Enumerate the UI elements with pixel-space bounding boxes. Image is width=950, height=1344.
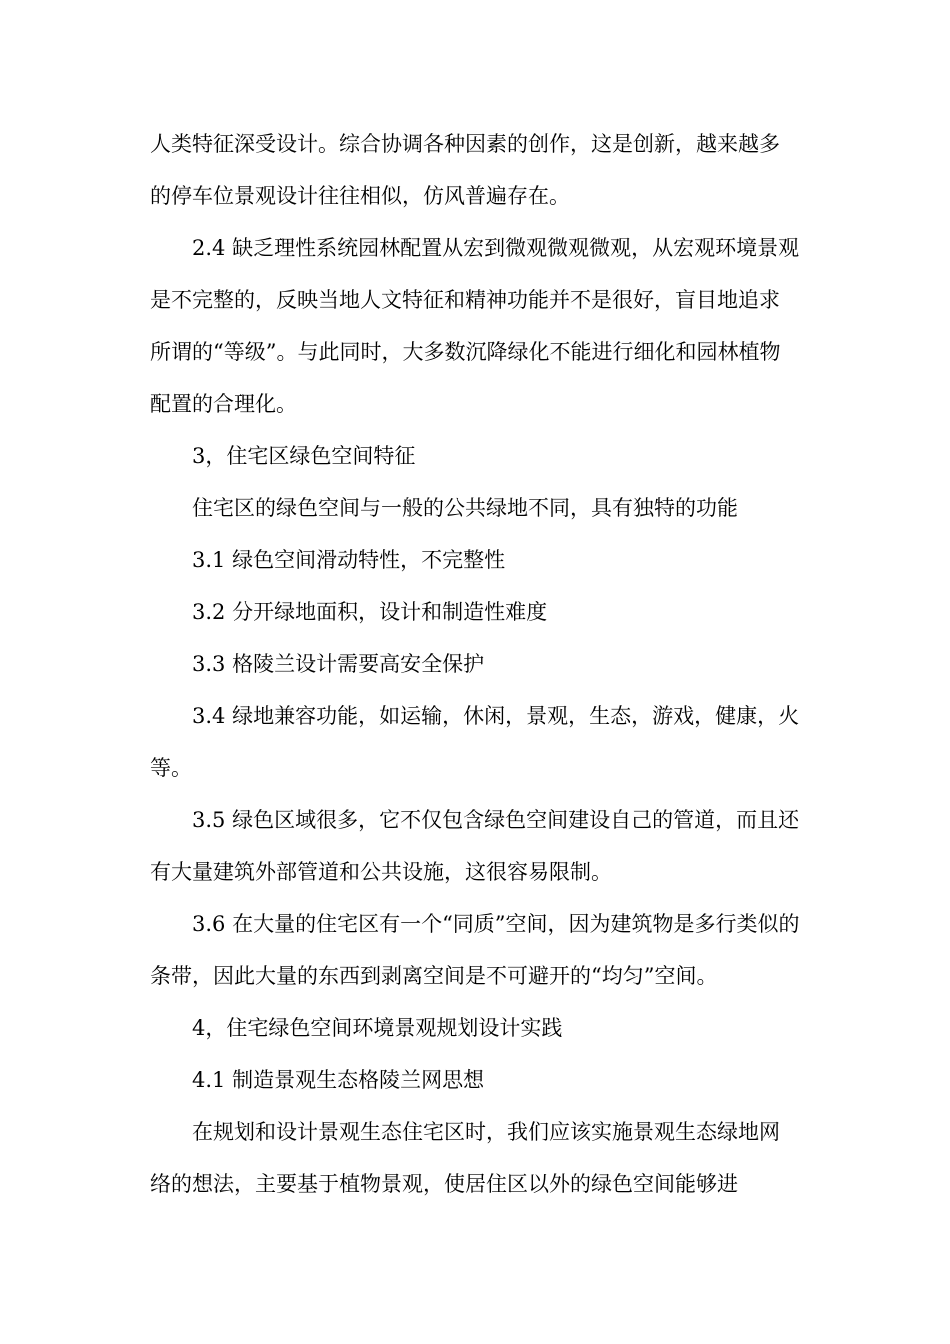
list-item-3-5: 3.5 绿色区域很多，它不仅包含绿色空间建设自己的管道，而且还有大量建筑外部管道和公共设施，这很容易限制。: [150, 808, 800, 884]
list-item-3-6: 3.6 在大量的住宅区有一个“同质”空间，因为建筑物是多行类似的条带，因此大量的东西到剥离空间是不可避开的“均匀”空间。: [150, 912, 800, 988]
list-item-3-3: 3.3 格陵兰设计需要高安全保护: [192, 652, 485, 676]
list-item-3-2: 3.2 分开绿地面积，设计和制造性难度: [192, 600, 548, 624]
paragraph-section-3-intro: 住宅区的绿色空间与一般的公共绿地不同，具有独特的功能: [192, 496, 738, 520]
paragraph-2-4: 2.4 缺乏理性系统园林配置从宏到微观微观微观，从宏观环境景观是不完整的，反映当地人文特征和精神功能并不是很好，盲目地追求所谓的“等级”。与此同时，大多数沉降绿化不能进行细化和园林植物配置的合理化。: [150, 236, 800, 416]
paragraph-4-1-body: 在规划和设计景观生态住宅区时，我们应该实施景观生态绿地网络的想法，主要基于植物景观，使居住区以外的绿色空间能够进: [150, 1120, 780, 1196]
document-body: [150, 118, 800, 1210]
list-item-3-1: 3.1 绿色空间滑动特性，不完整性: [192, 548, 506, 572]
paragraph-continuation: 人类特征深受设计。综合协调各种因素的创作，这是创新，越来越多的停车位景观设计往往相似，仿风普遍存在。: [150, 132, 780, 208]
heading-section-4: 4，住宅绿色空间环境景观规划设计实践: [192, 1016, 563, 1040]
heading-section-3: 3，住宅区绿色空间特征: [192, 444, 416, 468]
heading-section-4-1: 4.1 制造景观生态格陵兰网思想: [192, 1068, 485, 1092]
list-item-3-4: 3.4 绿地兼容功能，如运输，休闲，景观，生态，游戏，健康，火等。: [150, 704, 800, 780]
